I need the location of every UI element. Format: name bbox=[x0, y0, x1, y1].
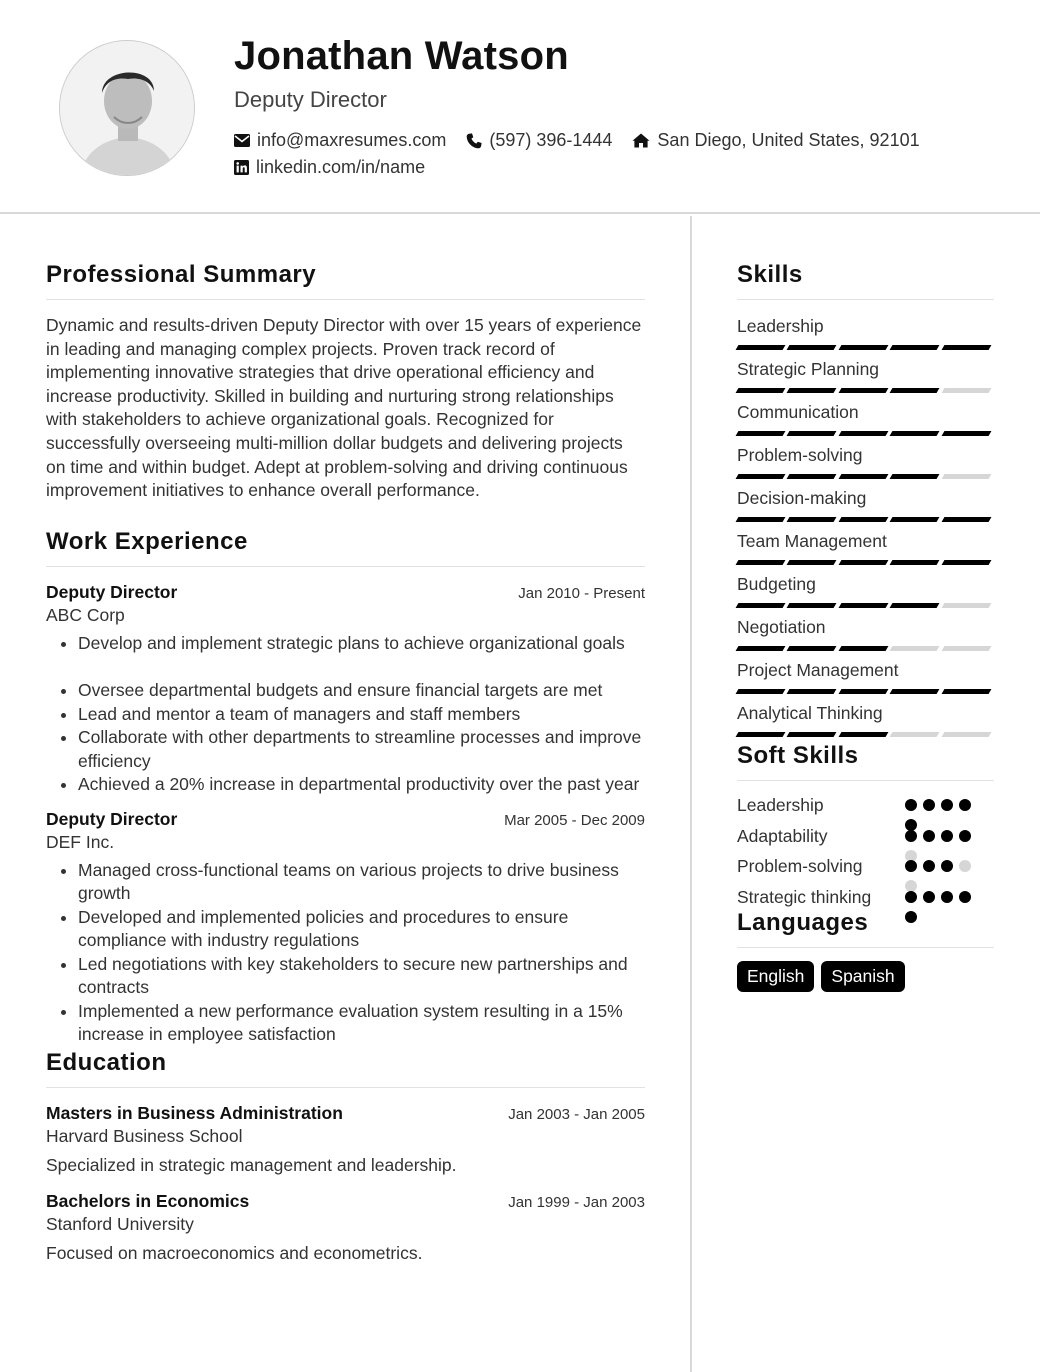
soft-skill-level-dot bbox=[905, 799, 917, 811]
skill-level-segment bbox=[941, 474, 991, 479]
skill-level-bars bbox=[737, 474, 994, 479]
skill-item bbox=[737, 701, 994, 744]
skill-name: Negotiation bbox=[737, 617, 826, 637]
job-bullet: • Developed and implemented policies and procedures to ensure compliance with industry regulations bbox=[78, 906, 645, 953]
skill-name: Budgeting bbox=[737, 574, 816, 594]
languages-list bbox=[737, 961, 994, 992]
job-bullet: • Managed cross-functional teams on various projects to drive business growth bbox=[78, 859, 645, 906]
contact-email[interactable] bbox=[234, 130, 446, 151]
skill-level-segment bbox=[838, 646, 888, 651]
soft-skill-item bbox=[737, 793, 994, 824]
contact-row-2 bbox=[234, 157, 445, 178]
skill-name: Communication bbox=[737, 402, 859, 422]
skill-name: Team Management bbox=[737, 531, 887, 551]
skill-level-segment bbox=[787, 560, 837, 565]
skill-level-segment bbox=[941, 345, 991, 350]
soft-skill-level-dot bbox=[905, 860, 917, 872]
skill-level-segment bbox=[787, 689, 837, 694]
skill-name: Project Management bbox=[737, 660, 899, 680]
skills-heading: Skills bbox=[737, 261, 994, 300]
soft-skill-level-dot bbox=[905, 830, 917, 842]
soft-skill-level-dot bbox=[941, 799, 953, 811]
resume-header bbox=[0, 0, 1040, 214]
contact-phone[interactable] bbox=[466, 130, 612, 151]
skill-level-segment bbox=[736, 689, 786, 694]
skill-name: Analytical Thinking bbox=[737, 703, 883, 723]
skill-level-segment bbox=[838, 474, 888, 479]
job-entry bbox=[46, 809, 645, 1047]
skill-level-bars bbox=[737, 345, 994, 350]
soft-skills-list bbox=[737, 793, 994, 915]
soft-skill-level-dot bbox=[923, 799, 935, 811]
contact-linkedin[interactable] bbox=[234, 157, 425, 178]
skill-level-segment bbox=[838, 689, 888, 694]
job-bullet: • Lead and mentor a team of managers and staff members bbox=[78, 703, 645, 727]
skill-level-bars bbox=[737, 732, 994, 737]
soft-skill-level-dot bbox=[959, 799, 971, 811]
envelope-icon bbox=[234, 134, 250, 147]
summary-heading: Professional Summary bbox=[46, 261, 645, 300]
skill-level-segment bbox=[787, 388, 837, 393]
job-dates: Mar 2005 - Dec 2009 bbox=[504, 811, 645, 829]
skill-item bbox=[737, 443, 994, 486]
skill-name: Strategic Planning bbox=[737, 359, 880, 379]
job-entry bbox=[46, 582, 645, 797]
linkedin-icon bbox=[234, 160, 249, 175]
skill-level-segment bbox=[890, 474, 940, 479]
skill-level-segment bbox=[787, 431, 837, 436]
soft-skill-level-dot bbox=[959, 830, 971, 842]
skills-list bbox=[737, 314, 994, 744]
email-text: info@maxresumes.com bbox=[257, 130, 447, 150]
skill-item bbox=[737, 529, 994, 572]
language-badge: English bbox=[737, 961, 814, 992]
skill-level-segment bbox=[941, 732, 991, 737]
skill-item bbox=[737, 314, 994, 357]
skill-level-segment bbox=[941, 689, 991, 694]
education-section bbox=[46, 1049, 645, 1264]
soft-skill-level-dot bbox=[923, 830, 935, 842]
soft-skill-level-dot bbox=[959, 860, 971, 872]
skill-item bbox=[737, 658, 994, 701]
job-company: DEF Inc. bbox=[46, 831, 115, 852]
job-title: Deputy Director bbox=[46, 808, 178, 829]
skill-level-segment bbox=[787, 732, 837, 737]
skill-name: Problem-solving bbox=[737, 445, 863, 465]
skill-level-segment bbox=[838, 560, 888, 565]
skill-level-segment bbox=[736, 732, 786, 737]
summary-text: Dynamic and results-driven Deputy Director with over 15 years of experience in leading and managing complex projects. Proven track record of implementing innovative strategies that drive operational efficiency and increase productivity. Skilled in building and nurturing strong relationships with stakeholders to achieve organizational goals. Recognized for successfully overseeing multi-million dollar budgets and delivering projects on time and within budget. Adept at problem-solving and driving continuous improvement initiatives to enhance overall performance. bbox=[46, 315, 642, 501]
soft-skill-level-dot bbox=[905, 891, 917, 903]
job-bullet: • Implemented a new performance evaluation system resulting in a 15% increase in employee satisfaction bbox=[78, 1000, 645, 1047]
skill-level-bars bbox=[737, 560, 994, 565]
candidate-name: Jonathan Watson bbox=[234, 34, 569, 78]
linkedin-text: linkedin.com/in/name bbox=[256, 157, 426, 177]
skill-level-segment bbox=[890, 517, 940, 522]
skill-level-segment bbox=[787, 517, 837, 522]
school-name: Stanford University bbox=[46, 1213, 194, 1234]
job-company: ABC Corp bbox=[46, 604, 125, 625]
job-title: Deputy Director bbox=[46, 581, 178, 602]
skills-section bbox=[737, 261, 994, 744]
soft-skill-name: Problem-solving bbox=[737, 856, 863, 876]
soft-skill-level-dot bbox=[941, 860, 953, 872]
education-desc: Specialized in strategic management and leadership. bbox=[46, 1154, 457, 1175]
skill-level-segment bbox=[787, 603, 837, 608]
skill-level-segment bbox=[736, 474, 786, 479]
soft-skill-item bbox=[737, 824, 994, 855]
skill-level-segment bbox=[736, 431, 786, 436]
skill-level-segment bbox=[890, 560, 940, 565]
location-text: San Diego, United States, 92101 bbox=[657, 130, 920, 150]
skill-name: Leadership bbox=[737, 316, 824, 336]
profile-photo bbox=[59, 40, 195, 176]
skill-item bbox=[737, 615, 994, 658]
job-bullet: • Develop and implement strategic plans to achieve organizational goals bbox=[78, 632, 645, 656]
right-column bbox=[737, 216, 994, 992]
skill-level-segment bbox=[890, 388, 940, 393]
skill-level-segment bbox=[941, 646, 991, 651]
summary-section bbox=[46, 261, 645, 503]
skill-level-segment bbox=[787, 646, 837, 651]
soft-skill-name: Leadership bbox=[737, 795, 824, 815]
soft-skill-level-dot bbox=[941, 830, 953, 842]
soft-skill-item bbox=[737, 885, 994, 916]
skill-level-segment bbox=[890, 646, 940, 651]
soft-skill-level-dot bbox=[923, 891, 935, 903]
soft-skill-level-dot bbox=[905, 911, 917, 923]
skill-level-bars bbox=[737, 603, 994, 608]
phone-icon bbox=[466, 133, 482, 149]
skill-level-segment bbox=[941, 388, 991, 393]
candidate-title: Deputy Director bbox=[234, 87, 387, 112]
job-bullet: • Led negotiations with key stakeholders to secure new partnerships and contracts bbox=[78, 953, 645, 1000]
soft-skill-level-dot bbox=[959, 891, 971, 903]
job-dates: Jan 2010 - Present bbox=[518, 584, 645, 602]
column-divider bbox=[690, 216, 692, 1372]
skill-level-segment bbox=[941, 431, 991, 436]
skill-level-segment bbox=[787, 474, 837, 479]
school-name: Harvard Business School bbox=[46, 1125, 243, 1146]
skill-item bbox=[737, 400, 994, 443]
skill-level-bars bbox=[737, 517, 994, 522]
soft-skill-name: Adaptability bbox=[737, 825, 828, 846]
soft-skills-section bbox=[737, 742, 994, 915]
skill-level-segment bbox=[838, 517, 888, 522]
job-bullets bbox=[46, 632, 645, 797]
job-bullet: • Achieved a 20% increase in departmental productivity over the past year bbox=[78, 773, 645, 797]
home-icon bbox=[632, 133, 650, 148]
soft-skill-level-dots bbox=[905, 891, 977, 923]
skill-level-segment bbox=[838, 431, 888, 436]
skill-level-bars bbox=[737, 431, 994, 436]
skill-level-segment bbox=[838, 603, 888, 608]
skill-level-segment bbox=[736, 345, 786, 350]
skill-level-segment bbox=[736, 388, 786, 393]
skill-level-segment bbox=[941, 517, 991, 522]
left-column bbox=[46, 216, 645, 1264]
experience-heading: Work Experience bbox=[46, 528, 645, 567]
soft-skill-item bbox=[737, 854, 994, 885]
skill-level-segment bbox=[941, 603, 991, 608]
education-dates: Jan 1999 - Jan 2003 bbox=[508, 1193, 645, 1211]
job-bullets bbox=[46, 859, 645, 1047]
skill-level-bars bbox=[737, 689, 994, 694]
skill-level-segment bbox=[941, 560, 991, 565]
phone-text: (597) 396-1444 bbox=[489, 130, 613, 150]
skill-level-segment bbox=[890, 431, 940, 436]
soft-skills-heading: Soft Skills bbox=[737, 742, 994, 781]
contact-location bbox=[632, 130, 919, 151]
experience-section bbox=[46, 528, 645, 1047]
education-entry bbox=[46, 1103, 645, 1176]
soft-skill-level-dot bbox=[923, 860, 935, 872]
degree-title: Masters in Business Administration bbox=[46, 1102, 343, 1123]
skill-level-segment bbox=[838, 345, 888, 350]
skill-level-segment bbox=[838, 732, 888, 737]
contact-row bbox=[234, 130, 940, 151]
skill-level-segment bbox=[890, 345, 940, 350]
skill-name: Decision-making bbox=[737, 488, 867, 508]
skill-level-segment bbox=[787, 345, 837, 350]
skill-item bbox=[737, 572, 994, 615]
avatar-icon bbox=[60, 41, 195, 176]
skill-item bbox=[737, 357, 994, 400]
skill-level-segment bbox=[838, 388, 888, 393]
skill-level-segment bbox=[890, 603, 940, 608]
languages-heading: Languages bbox=[737, 909, 994, 948]
skill-level-bars bbox=[737, 646, 994, 651]
soft-skill-name: Strategic thinking bbox=[737, 886, 872, 907]
education-desc: Focused on macroeconomics and econometrics. bbox=[46, 1242, 423, 1263]
skill-level-segment bbox=[736, 560, 786, 565]
skill-level-bars bbox=[737, 388, 994, 393]
skill-level-segment bbox=[890, 732, 940, 737]
skill-level-segment bbox=[736, 603, 786, 608]
skill-level-segment bbox=[736, 517, 786, 522]
skill-item bbox=[737, 486, 994, 529]
education-heading: Education bbox=[46, 1049, 645, 1088]
job-bullet: • Oversee departmental budgets and ensure financial targets are met bbox=[78, 679, 645, 703]
skill-level-segment bbox=[736, 646, 786, 651]
soft-skill-level-dot bbox=[941, 891, 953, 903]
skill-level-segment bbox=[890, 689, 940, 694]
degree-title: Bachelors in Economics bbox=[46, 1190, 250, 1211]
education-entry bbox=[46, 1191, 645, 1264]
language-badge: Spanish bbox=[821, 961, 904, 992]
job-bullet: • Collaborate with other departments to streamline processes and improve efficiency bbox=[78, 726, 645, 773]
education-dates: Jan 2003 - Jan 2005 bbox=[508, 1105, 645, 1123]
